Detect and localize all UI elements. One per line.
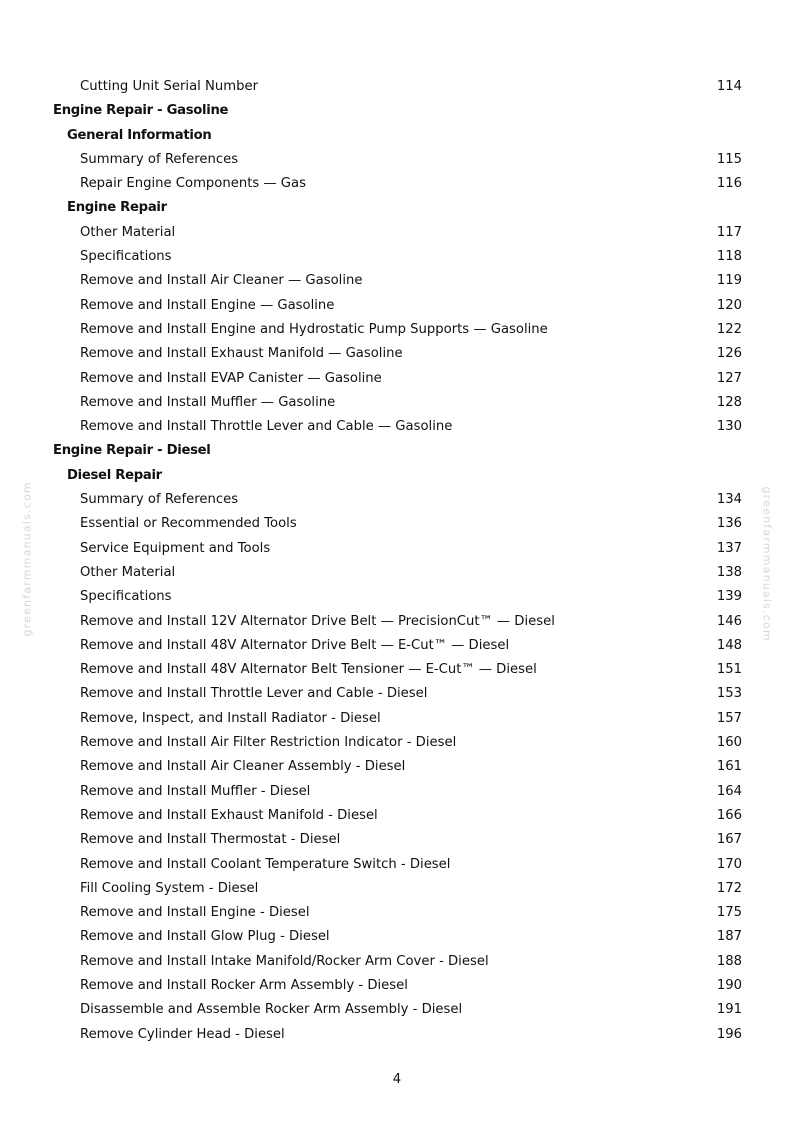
toc-entry-title: Remove and Install Exhaust Manifold - Diesel — [80, 807, 378, 823]
table-of-contents — [0, 75, 794, 1047]
toc-entry[interactable] — [0, 755, 794, 779]
toc-entry-title: Remove and Install Intake Manifold/Rocker Arm Cover - Diesel — [80, 953, 489, 969]
watermark-left: greenfarmmanuals.com — [20, 481, 34, 637]
toc-entry-title: Engine Repair - Diesel — [53, 443, 211, 459]
toc-entry-title: Remove Cylinder Head - Diesel — [80, 1026, 285, 1042]
toc-entry-title: Remove and Install Air Filter Restriction Indicator - Diesel — [80, 735, 457, 751]
toc-entry-title: Remove and Install Engine and Hydrostatic Pump Supports — Gasoline — [80, 321, 548, 337]
toc-entry-page-number: 161 — [716, 759, 742, 775]
toc-entry-page-number: 119 — [716, 273, 742, 289]
toc-entry-title: Remove and Install Exhaust Manifold — Gasoline — [80, 346, 403, 362]
toc-entry-title: Other Material — [80, 224, 176, 240]
watermark-right: greenfarmmanuals.com — [760, 486, 774, 642]
toc-entry-page-number: 160 — [716, 735, 742, 751]
toc-entry[interactable] — [0, 877, 794, 901]
toc-entry-title: Remove and Install Air Cleaner — Gasoline — [80, 273, 363, 289]
toc-entry-page-number: 153 — [716, 686, 742, 702]
toc-entry-page-number: 164 — [716, 783, 742, 799]
toc-subsection-heading[interactable] — [0, 196, 794, 220]
toc-entry-page-number: 122 — [716, 321, 742, 337]
toc-entry-title: Diesel Repair — [67, 467, 162, 483]
toc-entry-page-number: 191 — [716, 1002, 742, 1018]
toc-entry-title: Summary of References — [80, 492, 239, 508]
toc-entry[interactable] — [0, 172, 794, 196]
toc-entry-page-number: 134 — [716, 492, 742, 508]
toc-entry[interactable] — [0, 415, 794, 439]
toc-entry-title: Remove and Install Thermostat - Diesel — [80, 832, 341, 848]
toc-entry-page-number: 136 — [716, 516, 742, 532]
toc-entry-title: Remove and Install Engine — Gasoline — [80, 297, 335, 313]
toc-entry-page-number: 128 — [716, 394, 742, 410]
toc-entry-page-number: 117 — [716, 224, 742, 240]
toc-entry[interactable] — [0, 634, 794, 658]
toc-entry-title: Specifications — [80, 589, 172, 605]
toc-entry[interactable] — [0, 658, 794, 682]
toc-subsection-heading[interactable] — [0, 464, 794, 488]
toc-entry[interactable] — [0, 731, 794, 755]
toc-entry[interactable] — [0, 1023, 794, 1047]
toc-entry-title: Remove and Install Throttle Lever and Cable - Diesel — [80, 686, 428, 702]
toc-entry[interactable] — [0, 488, 794, 512]
toc-entry-title: Remove, Inspect, and Install Radiator - Diesel — [80, 710, 381, 726]
toc-entry-page-number: 120 — [716, 297, 742, 313]
page-number: 4 — [392, 1072, 402, 1087]
toc-entry-title: Remove and Install Glow Plug - Diesel — [80, 929, 330, 945]
toc-entry[interactable] — [0, 901, 794, 925]
toc-entry[interactable] — [0, 512, 794, 536]
toc-entry-title: Engine Repair — [67, 200, 167, 216]
toc-entry[interactable] — [0, 682, 794, 706]
toc-entry-title: Disassemble and Assemble Rocker Arm Assembly - Diesel — [80, 1002, 463, 1018]
toc-entry-title: Fill Cooling System - Diesel — [80, 880, 259, 896]
toc-entry-page-number: 157 — [716, 710, 742, 726]
toc-entry-title: Remove and Install 12V Alternator Drive Belt — PrecisionCut™ — Diesel — [80, 613, 555, 629]
toc-entry-page-number: 196 — [716, 1026, 742, 1042]
toc-entry-page-number: 137 — [716, 540, 742, 556]
toc-entry-title: Remove and Install Rocker Arm Assembly - Diesel — [80, 977, 408, 993]
toc-entry[interactable] — [0, 974, 794, 998]
toc-entry-title: Remove and Install 48V Alternator Drive Belt — E-Cut™ — Diesel — [80, 637, 510, 653]
toc-entry[interactable] — [0, 780, 794, 804]
toc-entry-title: Engine Repair - Gasoline — [53, 103, 229, 119]
toc-entry-page-number: 115 — [716, 151, 742, 167]
toc-entry-page-number: 175 — [716, 905, 742, 921]
toc-section-heading[interactable] — [0, 439, 794, 463]
toc-section-heading[interactable] — [0, 99, 794, 123]
toc-entry[interactable] — [0, 561, 794, 585]
toc-entry-page-number: 138 — [716, 564, 742, 580]
toc-entry[interactable] — [0, 537, 794, 561]
toc-entry-page-number: 118 — [716, 249, 742, 265]
toc-entry[interactable] — [0, 148, 794, 172]
toc-entry[interactable] — [0, 245, 794, 269]
toc-entry[interactable] — [0, 610, 794, 634]
toc-entry[interactable] — [0, 367, 794, 391]
toc-entry[interactable] — [0, 707, 794, 731]
toc-entry-page-number: 116 — [716, 176, 742, 192]
toc-entry-page-number: 166 — [716, 807, 742, 823]
toc-entry-page-number: 130 — [716, 419, 742, 435]
toc-entry-title: Remove and Install 48V Alternator Belt Tensioner — E-Cut™ — Diesel — [80, 662, 537, 678]
toc-entry-page-number: 172 — [716, 880, 742, 896]
toc-entry[interactable] — [0, 853, 794, 877]
toc-entry[interactable] — [0, 998, 794, 1022]
toc-entry-title: Remove and Install Muffler - Diesel — [80, 783, 311, 799]
toc-entry-page-number: 151 — [716, 662, 742, 678]
toc-entry[interactable] — [0, 294, 794, 318]
toc-entry[interactable] — [0, 318, 794, 342]
toc-entry-title: Remove and Install Coolant Temperature Switch - Diesel — [80, 856, 451, 872]
toc-entry[interactable] — [0, 804, 794, 828]
toc-entry-title: Summary of References — [80, 151, 239, 167]
toc-entry-page-number: 148 — [716, 637, 742, 653]
toc-entry-title: Repair Engine Components — Gas — [80, 176, 306, 192]
toc-entry-title: Remove and Install Muffler — Gasoline — [80, 394, 336, 410]
toc-entry[interactable] — [0, 828, 794, 852]
toc-entry-title: Remove and Install Throttle Lever and Cable — Gasoline — [80, 419, 453, 435]
toc-entry-title: Remove and Install Engine - Diesel — [80, 905, 310, 921]
toc-entry[interactable] — [0, 221, 794, 245]
toc-entry-page-number: 139 — [716, 589, 742, 605]
toc-entry-title: Specifications — [80, 249, 172, 265]
toc-entry-page-number: 167 — [716, 832, 742, 848]
toc-entry-title: Remove and Install Air Cleaner Assembly - Diesel — [80, 759, 406, 775]
toc-entry-page-number: 114 — [716, 79, 742, 94]
toc-entry-page-number: 170 — [716, 856, 742, 872]
toc-entry-page-number: 190 — [716, 977, 742, 993]
toc-entry-page-number: 126 — [716, 346, 742, 362]
toc-entry-title: Cutting Unit Serial Number — [80, 79, 259, 94]
toc-entry-page-number: 188 — [716, 953, 742, 969]
toc-entry-title: Essential or Recommended Tools — [80, 516, 297, 532]
toc-entry-page-number: 187 — [716, 929, 742, 945]
toc-entry[interactable] — [0, 585, 794, 609]
toc-entry[interactable] — [0, 75, 794, 99]
toc-entry[interactable] — [0, 950, 794, 974]
toc-entry-title: Other Material — [80, 564, 176, 580]
toc-subsection-heading[interactable] — [0, 124, 794, 148]
toc-entry[interactable] — [0, 391, 794, 415]
toc-entry[interactable] — [0, 342, 794, 366]
toc-entry-title: General Information — [67, 127, 212, 143]
toc-entry-page-number: 127 — [716, 370, 742, 386]
toc-entry-page-number: 146 — [716, 613, 742, 629]
toc-entry[interactable] — [0, 269, 794, 293]
toc-entry-title: Service Equipment and Tools — [80, 540, 271, 556]
toc-entry[interactable] — [0, 925, 794, 949]
toc-entry-title: Remove and Install EVAP Canister — Gasoline — [80, 370, 382, 386]
